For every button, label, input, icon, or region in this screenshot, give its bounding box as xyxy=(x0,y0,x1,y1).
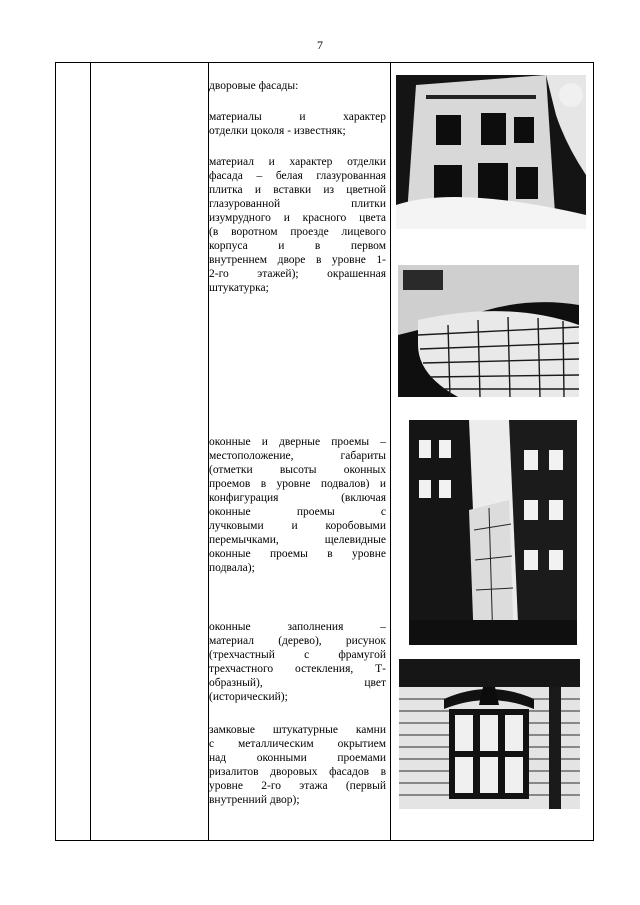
courtyard-facade-photo xyxy=(396,75,586,229)
text-line: (исторический); xyxy=(209,691,288,703)
text-line: (трехчастный с фрамугой xyxy=(209,649,386,661)
courtyard-windows-photo xyxy=(409,420,577,645)
text-line: оконные проемы с xyxy=(209,506,386,518)
text-line: проемов в уровне подвалов) и xyxy=(209,478,386,490)
tiled-wall-photo xyxy=(398,265,579,397)
text-line: замковые штукатурные камни xyxy=(209,724,386,736)
text-line: 2-го этажей); окрашенная xyxy=(209,268,386,280)
text-line: корпуса и в первом xyxy=(209,240,386,252)
text-line: (отметки высоты оконных xyxy=(209,464,386,476)
text-line: (в воротном проезде лицевого xyxy=(209,226,386,238)
text-line: оконные заполнения – xyxy=(209,621,386,633)
text-line: материал (дерево), рисунок xyxy=(209,635,386,647)
text-line: материалы и характер xyxy=(209,111,386,123)
paragraph-openings xyxy=(209,435,386,575)
text-line: с металлическим окрытием xyxy=(209,738,386,750)
text-line: штукатурка; xyxy=(209,282,269,294)
text-line: изумрудного и красного цвета xyxy=(209,212,386,224)
paragraph-facade-finish xyxy=(209,155,386,295)
text-line: трехчастного остекления, Т- xyxy=(209,663,386,675)
paragraph-window-fillings xyxy=(209,620,386,704)
text-line: лучковыми и коробовыми xyxy=(209,520,386,532)
text-line: над оконными проемами xyxy=(209,752,386,764)
paragraph-plinth-finish xyxy=(209,110,386,138)
text-line: оконные проемы в уровне xyxy=(209,548,386,560)
column-divider xyxy=(390,63,391,840)
text-line: внутренний двор); xyxy=(209,794,300,806)
text-line: материал и характер отделки xyxy=(209,156,386,168)
column-divider xyxy=(90,63,91,840)
text-line: плитка и вставки из цветной xyxy=(209,184,386,196)
text-line: отделки цоколя - известняк; xyxy=(209,125,346,137)
paragraph-keystones xyxy=(209,723,386,807)
text-line: образный), цвет xyxy=(209,677,386,689)
text-line: внутреннем дворе в уровне 1- xyxy=(209,254,386,266)
page-number: 7 xyxy=(317,38,323,52)
text-line: фасада – белая глазурованная xyxy=(209,170,386,182)
paragraph-courtyard-facades xyxy=(209,79,386,93)
window-keystone-photo xyxy=(399,659,580,809)
text-line: дворовые фасады: xyxy=(209,80,299,92)
text-line: перемычками, щелевидные xyxy=(209,534,386,546)
text-line: глазурованной плитки xyxy=(209,198,386,210)
text-line: подвала); xyxy=(209,562,255,574)
text-line: местоположение, габариты xyxy=(209,450,386,462)
text-line: ризалитов дворовых фасадов в xyxy=(209,766,386,778)
text-line: оконные и дверные проемы – xyxy=(209,436,386,448)
text-line: конфигурация (включая xyxy=(209,492,386,504)
text-line: уровне 2-го этажа (первый xyxy=(209,780,386,792)
